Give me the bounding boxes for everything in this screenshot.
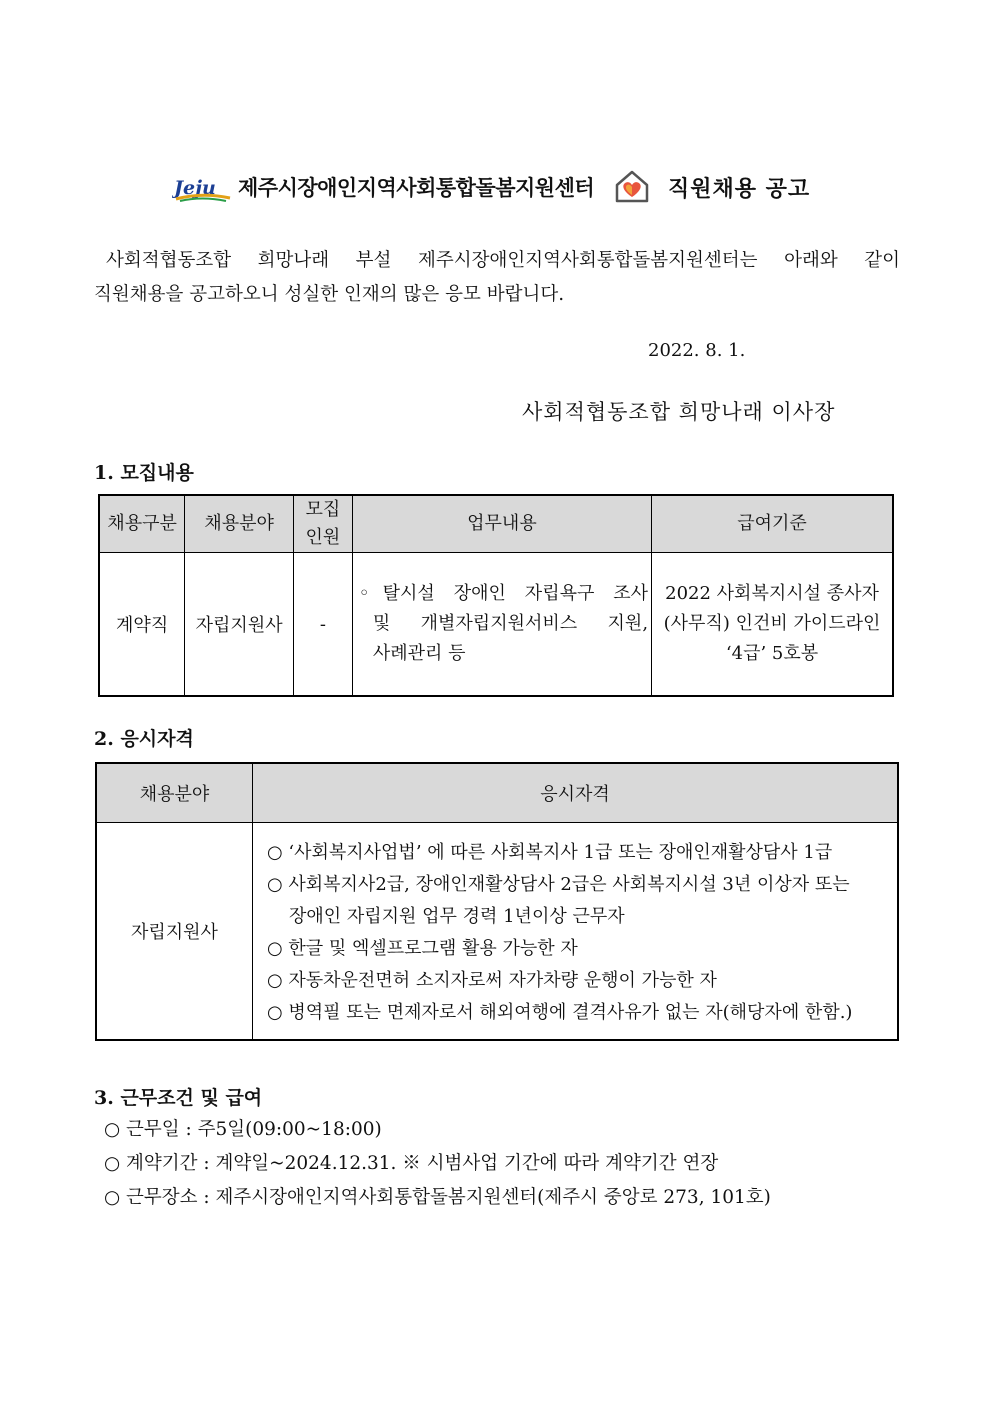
table-row [96, 823, 898, 1041]
intro-line-2: 직원채용을 공고하오니 성실한 인재의 많은 응모 바랍니다. [94, 284, 565, 305]
notice-date: 2022. 8. 1. [648, 340, 746, 361]
salary-line-3: ‘4급’ 5호봉 [725, 643, 819, 664]
qualification-table [95, 762, 899, 1041]
header-employment-type: 채용구분 [99, 495, 185, 553]
section-1-title: 1. 모집내용 [94, 462, 194, 484]
section-3-title: 3. 근무조건 및 급여 [94, 1087, 263, 1109]
signer: 사회적협동조합 희망나래 이사장 [522, 400, 836, 424]
table-header-row [99, 495, 893, 553]
svg-text:Jeju: Jeju [174, 177, 216, 199]
intro-line-1: 사회적협동조합 희망나래 부설 제주시장애인지역사회통합돌봄지원센터는 아래와 같이 [106, 250, 900, 271]
salary-line-1: 2022 사회복지시설 종사자 [665, 583, 879, 604]
condition-item-location: ○ 근무장소 : 제주시장애인지역사회통합돌봄지원센터(제주시 중앙로 273, 101호) [104, 1187, 771, 1208]
notice-title: 직원채용 공고 [668, 176, 811, 202]
qualification-item: ○ 자동차운전면허 소지자로써 자가차량 운행이 가능한 자 [266, 970, 717, 991]
qualification-item: ○ 한글 및 엑셀프로그램 활용 가능한 자 [266, 938, 578, 959]
house-heart-logo-icon [614, 168, 650, 204]
header-recruit-count-line2: 인원 [305, 527, 341, 548]
condition-item-workdays: ○ 근무일 : 주5일(09:00~18:00) [104, 1119, 382, 1140]
cell-salary [652, 553, 893, 697]
salary-line-2: (사무직) 인건비 가이드라인 [663, 613, 881, 634]
document-title [0, 168, 992, 208]
section-2-title: 2. 응시자격 [94, 728, 194, 750]
jeju-logo-icon [172, 174, 232, 202]
cell-duties [352, 553, 651, 697]
table-row [99, 553, 893, 697]
header-recruit-count [293, 495, 352, 553]
header-qualification: 응시자격 [252, 763, 898, 823]
cell-field: 자립지원사 [185, 553, 294, 697]
header-recruit-count-line1: 모집 [305, 499, 341, 520]
cell-count: - [293, 553, 352, 697]
qualification-item: ○ 병역필 또는 면제자로서 해외여행에 결격사유가 없는 자(해당자에 한함.) [266, 1002, 853, 1023]
duty-line-1: ◦탈시설 장애인 자립욕구 조사 [358, 583, 649, 604]
cell-field: 자립지원사 [96, 823, 252, 1041]
org-name: 제주시장애인지역사회통합돌봄지원센터 [238, 176, 595, 200]
duty-line-3: 사례관리 등 [372, 643, 466, 664]
header-salary: 급여기준 [652, 495, 893, 553]
condition-item-contract-period: ○ 계약기간 : 계약일~2024.12.31. ※ 시범사업 기간에 따라 계약기간 연장 [104, 1153, 719, 1174]
qualification-item-continued: 장애인 자립지원 업무 경력 1년이상 근무자 [288, 906, 625, 927]
cell-qualifications [252, 823, 898, 1041]
header-field: 채용분야 [185, 495, 294, 553]
header-duties: 업무내용 [352, 495, 651, 553]
duty-line-2: 및 개별자립지원서비스 지원, [372, 613, 649, 634]
table-header-row [96, 763, 898, 823]
qualification-item: ○ ‘사회복지사업법’ 에 따른 사회복지사 1급 또는 장애인재활상담사 1급 [266, 842, 833, 863]
header-field: 채용분야 [96, 763, 252, 823]
cell-employment-type: 계약직 [99, 553, 185, 697]
recruitment-table [98, 494, 894, 697]
qualification-item: ○ 사회복지사2급, 장애인재활상담사 2급은 사회복지시설 3년 이상자 또는 [266, 874, 850, 895]
intro-paragraph [94, 244, 900, 312]
